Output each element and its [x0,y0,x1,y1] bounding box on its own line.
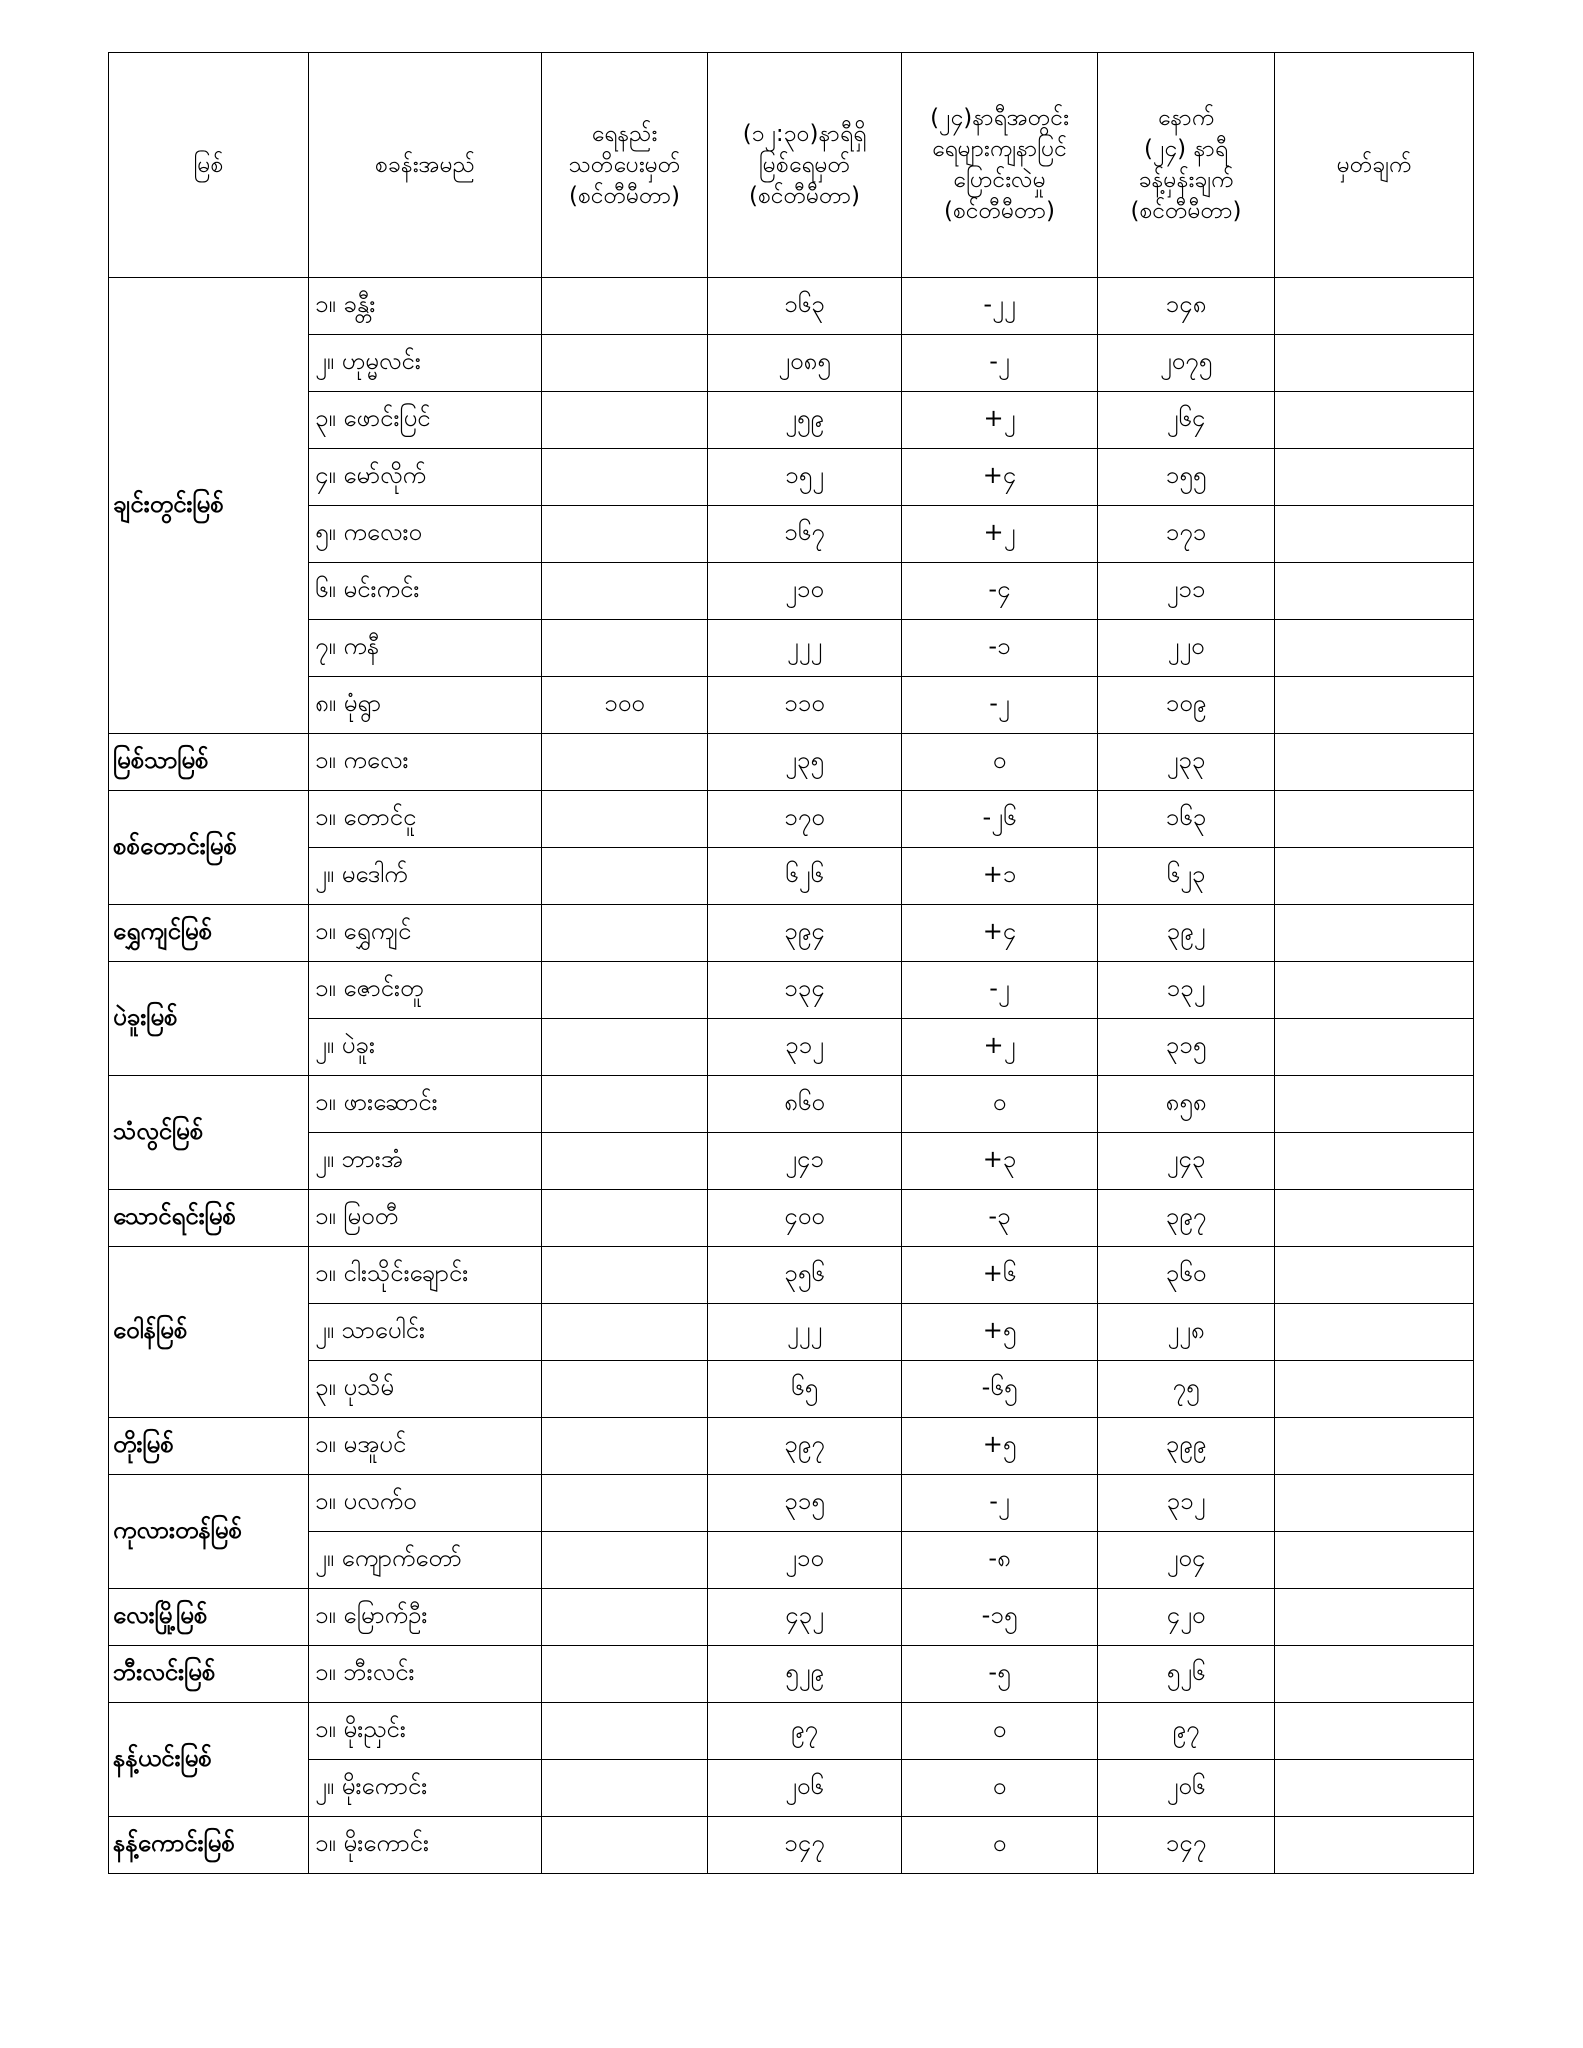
change-cell: -၂ [902,962,1098,1019]
remark-cell [1275,1190,1474,1247]
forecast-cell: ၂၂၀ [1098,620,1275,677]
water-level-cell: ၂၂၂ [708,1304,902,1361]
change-cell: +၂ [902,506,1098,563]
table-row [109,1190,1474,1247]
remark-cell [1275,278,1474,335]
low-warning-cell [542,506,708,563]
water-level-cell: ၃၅၆ [708,1247,902,1304]
river-name-cell: ကုလားတန်မြစ် [109,1475,309,1589]
remark-cell [1275,1760,1474,1817]
river-name-cell: တိုးမြစ် [109,1418,309,1475]
low-warning-cell [542,905,708,962]
forecast-cell: ၄၂၀ [1098,1589,1275,1646]
low-warning-cell [542,1646,708,1703]
table-row [109,392,1474,449]
water-level-cell: ၁၆၇ [708,506,902,563]
header-line: (၁၂:၃၀)နာရီရှိ [742,120,867,147]
remark-cell [1275,1304,1474,1361]
change-cell: +၃ [902,1133,1098,1190]
low-warning-cell [542,449,708,506]
water-level-cell: ၄၀၀ [708,1190,902,1247]
low-warning-cell [542,1817,708,1874]
water-level-cell: ၄၃၂ [708,1589,902,1646]
table-row [109,1817,1474,1874]
table-row [109,1361,1474,1418]
header-line: (စင်တီမီတာ) [1130,198,1242,224]
river-name-cell: စစ်တောင်းမြစ် [109,791,309,905]
forecast-cell: ၂၁၁ [1098,563,1275,620]
change-cell: -၂ [902,677,1098,734]
header-line: (စင်တီမီတာ) [943,198,1056,224]
table-row [109,1304,1474,1361]
remark-cell [1275,1646,1474,1703]
station-cell: ၁။ မြဝတီ [309,1190,542,1247]
remark-cell [1275,563,1474,620]
table-row [109,449,1474,506]
station-cell: ၂။ မိုးကောင်း [309,1760,542,1817]
water-level-cell: ၂၁၀ [708,563,902,620]
forecast-cell: ၂၃၃ [1098,734,1275,791]
table-row [109,506,1474,563]
header-line: မှတ်ချက် [1336,151,1412,178]
remark-cell [1275,1817,1474,1874]
header-line: ရေများကျနာပြင် [931,136,1067,162]
table-row [109,677,1474,734]
change-cell: +၅ [902,1304,1098,1361]
low-warning-cell [542,563,708,620]
table-row [109,1475,1474,1532]
table-row [109,1076,1474,1133]
low-warning-cell [542,734,708,791]
river-name-cell: မြစ်သာမြစ် [109,734,309,791]
low-warning-cell [542,1361,708,1418]
table-row [109,905,1474,962]
low-warning-cell [542,1247,708,1304]
station-cell: ၁။ ဘီးလင်း [309,1646,542,1703]
remark-cell [1275,506,1474,563]
water-level-cell: ၆၅ [708,1361,902,1418]
water-level-cell: ၂၁၀ [708,1532,902,1589]
station-cell: ၇။ ကနီ [309,620,542,677]
river-name-cell: ချင်းတွင်းမြစ် [109,278,309,734]
forecast-cell: ၆၂၃ [1098,848,1275,905]
forecast-cell: ၂၂၈ [1098,1304,1275,1361]
water-level-cell: ၃၁၂ [708,1019,902,1076]
change-cell: +၅ [902,1418,1098,1475]
low-warning-cell [542,1076,708,1133]
low-warning-cell [542,1304,708,1361]
station-cell: ၂။ ပဲခူး [309,1019,542,1076]
river-name-cell: နန့်ယင်းမြစ် [109,1703,309,1817]
forecast-cell: ၁၃၂ [1098,962,1275,1019]
table-body [109,278,1474,1874]
station-cell: ၂။ ဘားအံ [309,1133,542,1190]
header-line: မြစ် [193,151,224,178]
low-warning-cell [542,335,708,392]
low-warning-cell [542,392,708,449]
remark-cell [1275,905,1474,962]
station-cell: ၁။ ငါးသိုင်းချောင်း [309,1247,542,1304]
change-cell: -၆၅ [902,1361,1098,1418]
table-row [109,1247,1474,1304]
water-level-cell: ၂၂၂ [708,620,902,677]
change-cell: +၄ [902,905,1098,962]
forecast-cell: ၂၄၃ [1098,1133,1275,1190]
forecast-cell: ၉၇ [1098,1703,1275,1760]
station-cell: ၂။ ဟုမ္မလင်း [309,335,542,392]
change-cell: +၄ [902,449,1098,506]
remark-cell [1275,1532,1474,1589]
forecast-cell: ၂၀၇၅ [1098,335,1275,392]
low-warning-cell [542,1418,708,1475]
forecast-cell: ၃၆၀ [1098,1247,1275,1304]
station-cell: ၁။ မိုးညှင်း [309,1703,542,1760]
change-cell: -၅ [902,1646,1098,1703]
forecast-cell: ၁၅၅ [1098,449,1275,506]
river-name-cell: သောင်ရင်းမြစ် [109,1190,309,1247]
river-name-cell: နန့်ကောင်းမြစ် [109,1817,309,1874]
forecast-cell: ၃၁၅ [1098,1019,1275,1076]
change-cell: ၀ [902,1703,1098,1760]
table-row [109,1760,1474,1817]
remark-cell [1275,1418,1474,1475]
station-cell: ၁။ ခန္တီး [309,278,542,335]
water-level-cell: ၁၇၀ [708,791,902,848]
table-row [109,278,1474,335]
header-line: နောက် [1157,105,1215,131]
change-cell: -၁၅ [902,1589,1098,1646]
table-row [109,335,1474,392]
change-cell: -၁ [902,620,1098,677]
water-level-cell: ၁၄၇ [708,1817,902,1874]
header-line: (စင်တီမီတာ) [748,182,861,209]
header-water-level-1230 [708,53,902,278]
forecast-cell: ၃၉၇ [1098,1190,1275,1247]
water-level-cell: ၃၉၄ [708,905,902,962]
river-water-level-table [108,52,1474,1874]
change-cell: +၆ [902,1247,1098,1304]
remark-cell [1275,620,1474,677]
forecast-cell: ၂၀၄ [1098,1532,1275,1589]
water-level-cell: ၁၆၃ [708,278,902,335]
change-cell: -၄ [902,563,1098,620]
table-row [109,1133,1474,1190]
water-level-cell: ၈၆၀ [708,1076,902,1133]
remark-cell [1275,1361,1474,1418]
station-cell: ၂။ ကျောက်တော် [309,1532,542,1589]
low-warning-cell [542,1190,708,1247]
header-line: (စင်တီမီတာ) [568,182,681,209]
remark-cell [1275,962,1474,1019]
forecast-cell: ၁၀၉ [1098,677,1275,734]
station-cell: ၁။ ရွှေကျင် [309,905,542,962]
station-cell: ၃။ ပုသိမ် [309,1361,542,1418]
water-level-cell: ၃၁၅ [708,1475,902,1532]
station-cell: ၁။ တောင်ငူ [309,791,542,848]
change-cell: -၂၆ [902,791,1098,848]
forecast-cell: ၁၄၇ [1098,1817,1275,1874]
water-level-cell: ၅၂၉ [708,1646,902,1703]
remark-cell [1275,1703,1474,1760]
remark-cell [1275,335,1474,392]
change-cell: -၃ [902,1190,1098,1247]
table-row [109,620,1474,677]
low-warning-cell [542,848,708,905]
change-cell: ၀ [902,1760,1098,1817]
station-cell: ၁။ မအူပင် [309,1418,542,1475]
low-warning-cell [542,1019,708,1076]
header-station [309,53,542,278]
water-level-cell: ၂၀၈၅ [708,335,902,392]
forecast-cell: ၁၆၃ [1098,791,1275,848]
low-warning-cell [542,1760,708,1817]
low-warning-cell [542,620,708,677]
low-warning-cell [542,791,708,848]
station-cell: ၁။ ပလက်ဝ [309,1475,542,1532]
remark-cell [1275,392,1474,449]
water-level-cell: ၁၁၀ [708,677,902,734]
river-name-cell: ဘီးလင်းမြစ် [109,1646,309,1703]
forecast-cell: ၂၆၄ [1098,392,1275,449]
header-line: သတိပေးမှတ် [568,151,681,178]
change-cell: ၀ [902,1817,1098,1874]
low-warning-cell [542,1589,708,1646]
remark-cell [1275,677,1474,734]
water-level-cell: ၂၅၉ [708,392,902,449]
station-cell: ၂။ မဒေါက် [309,848,542,905]
header-line: ရေနည်း [591,120,658,147]
header-24h-change [902,53,1098,278]
low-warning-cell [542,1532,708,1589]
table-row [109,1532,1474,1589]
station-cell: ၁။ မြောက်ဦး [309,1589,542,1646]
low-warning-cell [542,1703,708,1760]
remark-cell [1275,734,1474,791]
station-cell: ၁။ ဇောင်းတူ [309,962,542,1019]
river-name-cell: ပဲခူးမြစ် [109,962,309,1076]
water-level-cell: ၂၃၅ [708,734,902,791]
table-row [109,1019,1474,1076]
table-row [109,734,1474,791]
change-cell: +၂ [902,392,1098,449]
forecast-cell: ၃၉၂ [1098,905,1275,962]
forecast-cell: ၃၉၉ [1098,1418,1275,1475]
header-row [109,53,1474,278]
table-row [109,1418,1474,1475]
header-remarks [1275,53,1474,278]
station-cell: ၃။ ဖောင်းပြင် [309,392,542,449]
water-level-cell: ၃၉၇ [708,1418,902,1475]
forecast-cell: ၁၇၁ [1098,506,1275,563]
header-line: စခန်းအမည် [374,151,476,178]
change-cell: -၂၂ [902,278,1098,335]
remark-cell [1275,1019,1474,1076]
change-cell: +၁ [902,848,1098,905]
river-name-cell: လေးမြို့မြစ် [109,1589,309,1646]
table-row [109,1646,1474,1703]
water-level-cell: ၂၄၁ [708,1133,902,1190]
river-name-cell: သံလွင်မြစ် [109,1076,309,1190]
table-row [109,962,1474,1019]
header-low-warning-level [542,53,708,278]
change-cell: -၈ [902,1532,1098,1589]
remark-cell [1275,791,1474,848]
station-cell: ၁။ ဖားဆောင်း [309,1076,542,1133]
remark-cell [1275,1247,1474,1304]
water-level-cell: ၉၇ [708,1703,902,1760]
change-cell: -၂ [902,1475,1098,1532]
forecast-cell: ၇၅ [1098,1361,1275,1418]
water-level-cell: ၁၅၂ [708,449,902,506]
header-line: ခန့်မှန်းချက် [1138,167,1234,193]
station-cell: ၁။ မိုးကောင်း [309,1817,542,1874]
header-line: မြစ်ရေမှတ် [758,151,851,178]
remark-cell [1275,449,1474,506]
low-warning-cell [542,1475,708,1532]
change-cell: -၂ [902,335,1098,392]
table-row [109,1589,1474,1646]
remark-cell [1275,848,1474,905]
station-cell: ၂။ သာပေါင်း [309,1304,542,1361]
change-cell: ၀ [902,1076,1098,1133]
table-row [109,848,1474,905]
water-level-cell: ၂၀၆ [708,1760,902,1817]
change-cell: ၀ [902,734,1098,791]
table-row [109,791,1474,848]
forecast-cell: ၁၄၈ [1098,278,1275,335]
station-cell: ၅။ ကလေးဝ [309,506,542,563]
header-line: ပြောင်းလဲမှု [953,167,1046,193]
low-warning-cell [542,278,708,335]
station-cell: ၆။ မင်းကင်း [309,563,542,620]
station-cell: ၄။ မော်လိုက် [309,449,542,506]
table-row [109,1703,1474,1760]
remark-cell [1275,1133,1474,1190]
remark-cell [1275,1076,1474,1133]
low-warning-cell: ၁၀၀ [542,677,708,734]
river-name-cell: ရွှေကျင်မြစ် [109,905,309,962]
table-row [109,563,1474,620]
low-warning-cell [542,962,708,1019]
forecast-cell: ၂၀၆ [1098,1760,1275,1817]
water-level-cell: ၁၃၄ [708,962,902,1019]
station-cell: ၈။ မုံရွာ [309,677,542,734]
header-line: (၂၄)နာရီအတွင်း [930,105,1069,131]
forecast-cell: ၃၁၂ [1098,1475,1275,1532]
station-cell: ၁။ ကလေး [309,734,542,791]
remark-cell [1275,1475,1474,1532]
forecast-cell: ၅၂၆ [1098,1646,1275,1703]
change-cell: +၂ [902,1019,1098,1076]
river-name-cell: ဝေါန်မြစ် [109,1247,309,1418]
remark-cell [1275,1589,1474,1646]
header-next-24h-forecast [1098,53,1275,278]
forecast-cell: ၈၅၈ [1098,1076,1275,1133]
low-warning-cell [542,1133,708,1190]
water-level-cell: ၆၂၆ [708,848,902,905]
header-river [109,53,309,278]
header-line: (၂၄) နာရီ [1143,136,1229,162]
